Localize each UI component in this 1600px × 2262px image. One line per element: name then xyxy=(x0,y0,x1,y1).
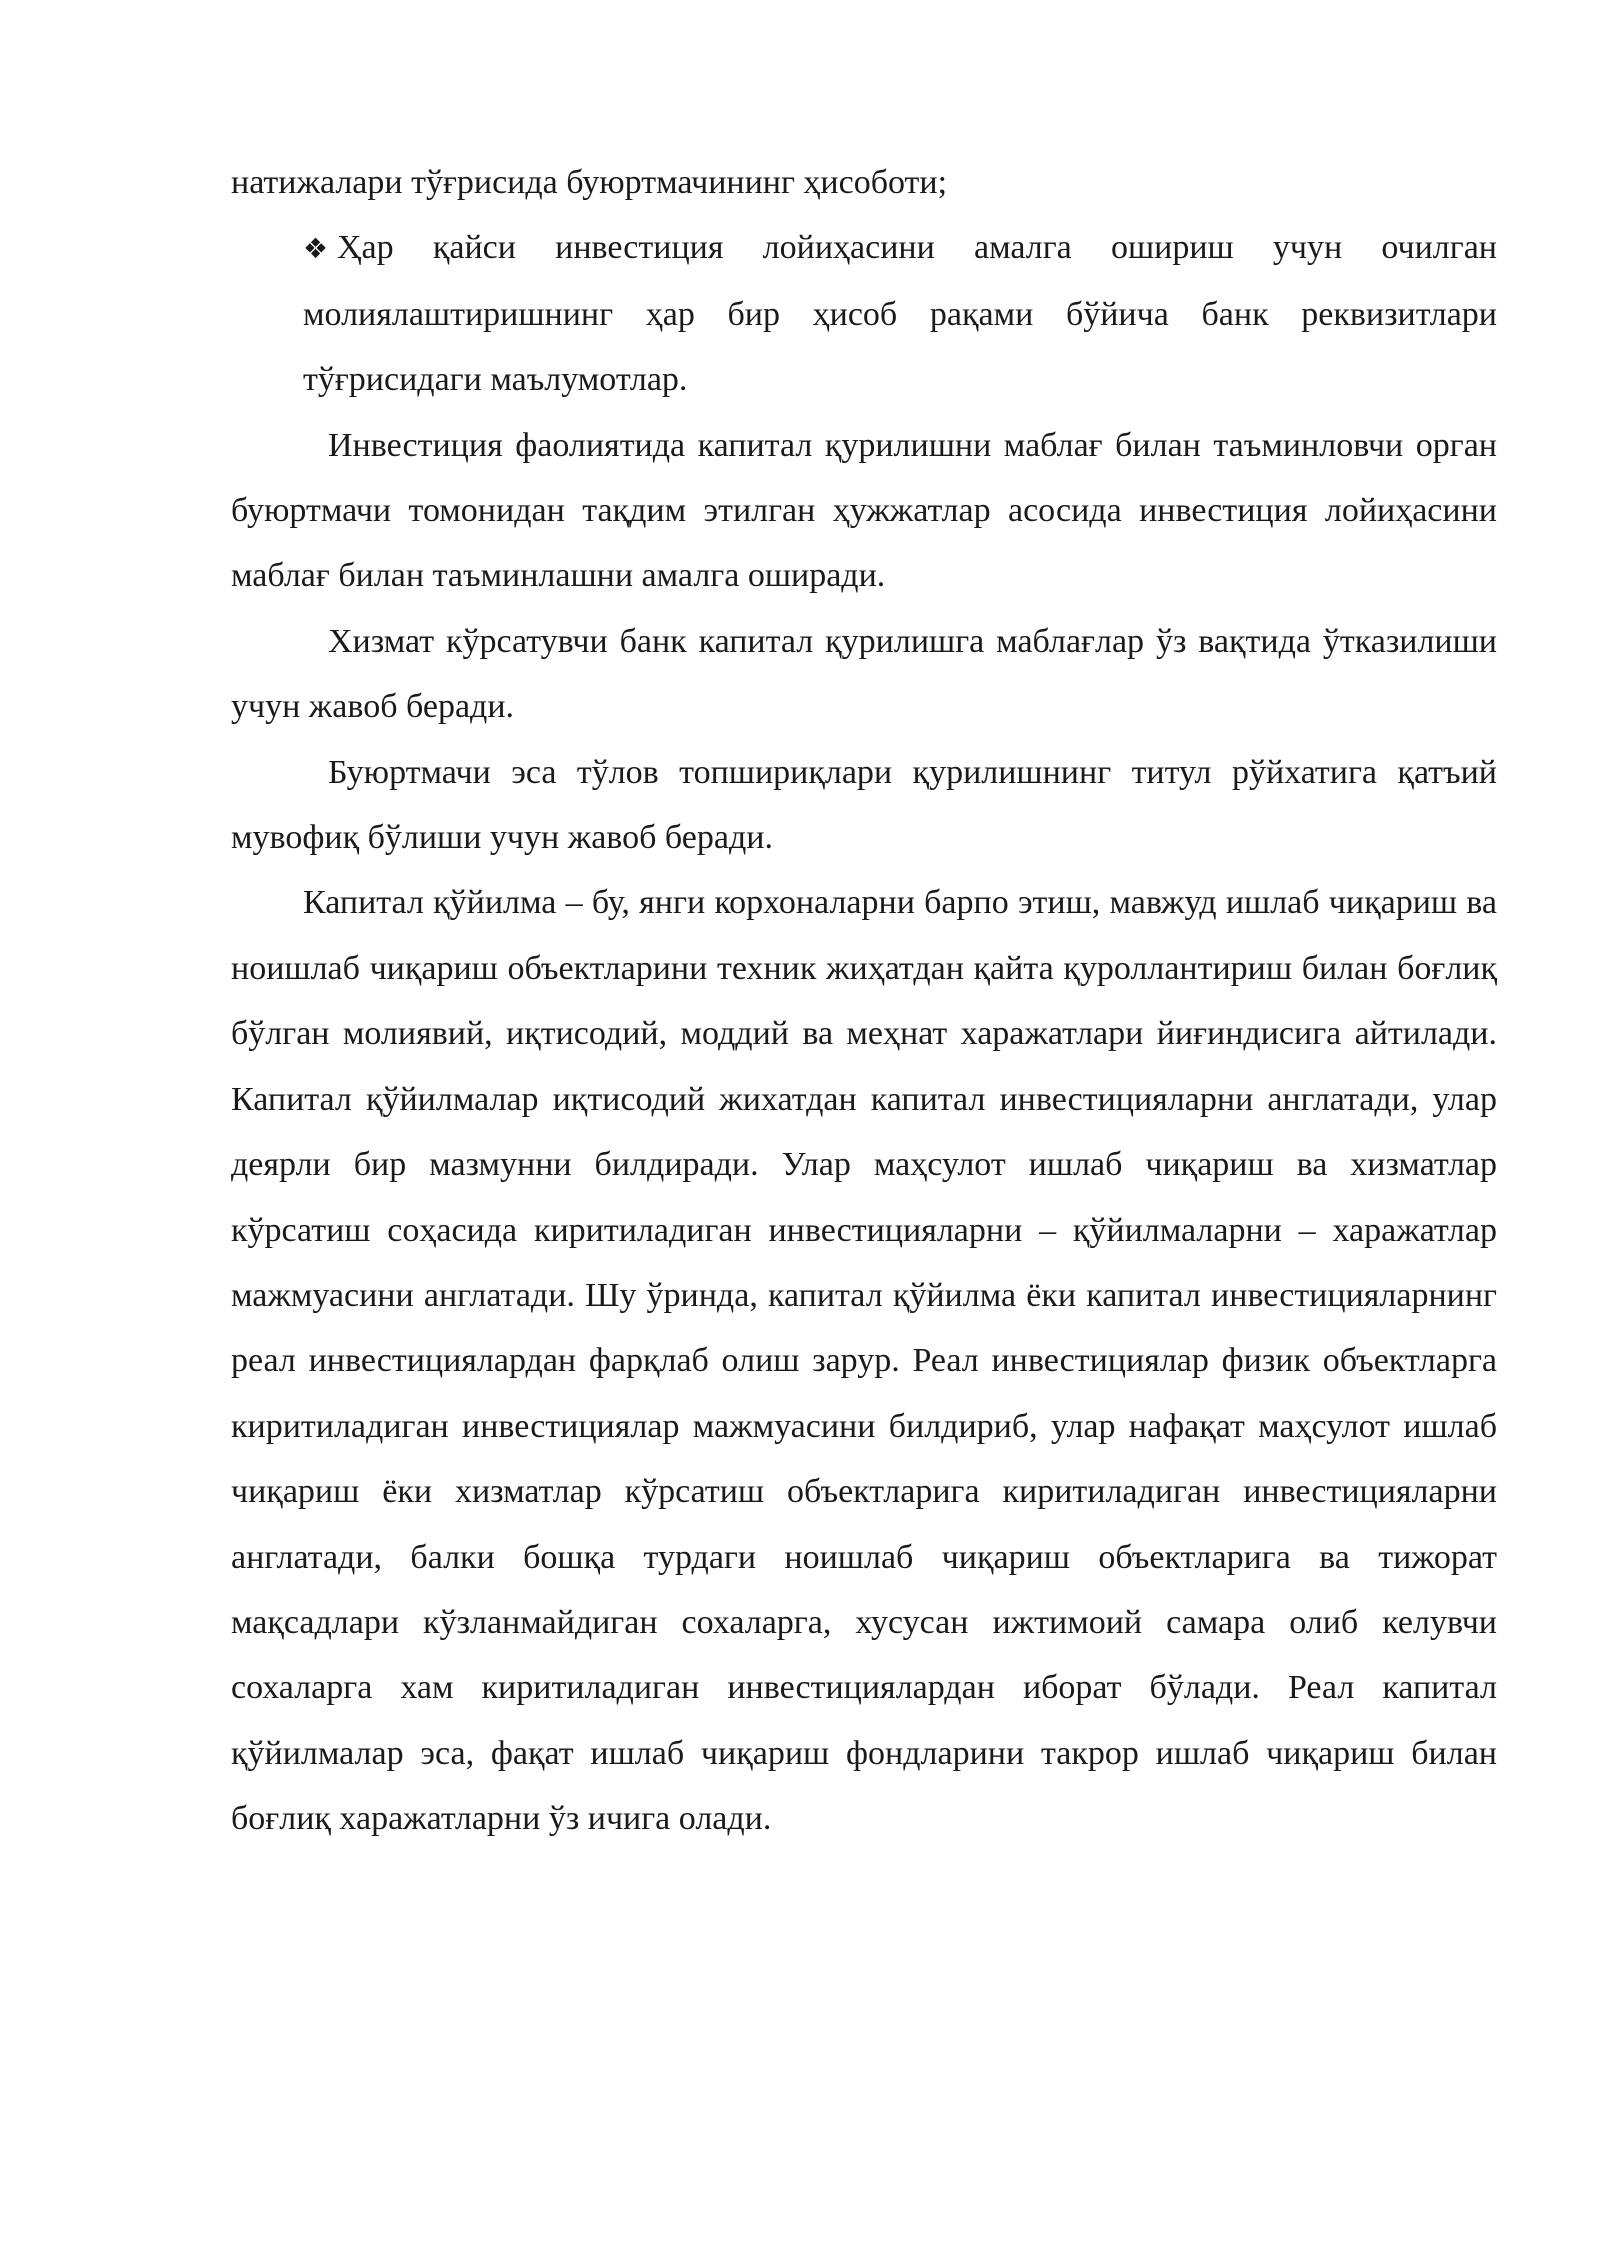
bullet-paragraph-text: Ҳар қайси инвестиция лойиҳасини амалга ошириш учун очилган молиялаштиришнинг ҳар бир ҳисоб рақами бўйича банк реквизитлари тўғрисидаги маълумотлар. xyxy=(303,229,1497,399)
paragraph-continuation: натижалари тўғрисида буюртмачининг ҳисоботи; xyxy=(231,164,948,201)
paragraph-investment-activity: Инвестиция фаолиятида капитал қурилишни маблағ билан таъминловчи орган буюртмачи томонидан тақдим этилган ҳужжатлар асосида инвестиция лойиҳасини маблағ билан таъминлашни амалга оширади. xyxy=(231,426,1497,595)
paragraph-customer: Буюртмачи эса тўлов топшириқлари қурилишнинг титул рўйхатига қатъий мувофиқ бўлиши учун жавоб беради. xyxy=(231,753,1497,857)
diamond-bullet-icon: ❖ xyxy=(303,232,329,266)
bullet-paragraph xyxy=(231,215,1497,412)
paragraph-capital-investment: Капитал қўйилма – бу, янги корхоналарни барпо этиш, мавжуд ишлаб чиқариш ва ноишлаб чиқариш объектларини техник жиҳатдан қайта қуроллантириш билан боғлиқ бўлган молиявий, иқтисодий, моддий ва меҳнат харажатлари йиғиндисига айтилади. Капитал қўйилмалар иқтисодий жихатдан капитал инвестицияларни англатади, улар деярли бир мазмунни билдиради. Улар маҳсулот ишлаб чиқариш ва хизматлар кўрсатиш соҳасида киритиладиган инвестицияларни – қўйилмаларни – харажатлар мажмуасини англатади. Шу ўринда, капитал қўйилма ёки капитал инвестицияларнинг реал инвестициялардан фарқлаб олиш зарур. Реал инвестициялар физик объектларга киритиладиган инвестициялар мажмуасини билдириб, улар нафақат маҳсулот ишлаб чиқариш ёки хизматлар кўрсатиш объектларига киритиладиган инвестицияларни англатади, балки бошқа турдаги ноишлаб чиқариш объектларига ва тижорат мақсадлари кўзланмайдиган сохаларга, хусусан ижтимоий самара олиб келувчи сохаларга хам киритиладиган инвестициялардан иборат бўлади. Реал капитал қўйилмалар эса, фақат ишлаб чиқариш фондларини такрор ишлаб чиқариш билан боғлиқ харажатларни ўз ичига олади. xyxy=(231,884,1497,1838)
document-body xyxy=(231,150,1497,1852)
paragraph-service-bank: Хизмат кўрсатувчи банк капитал қурилишга маблағлар ўз вақтида ўтказилиши учун жавоб беради. xyxy=(231,622,1497,726)
